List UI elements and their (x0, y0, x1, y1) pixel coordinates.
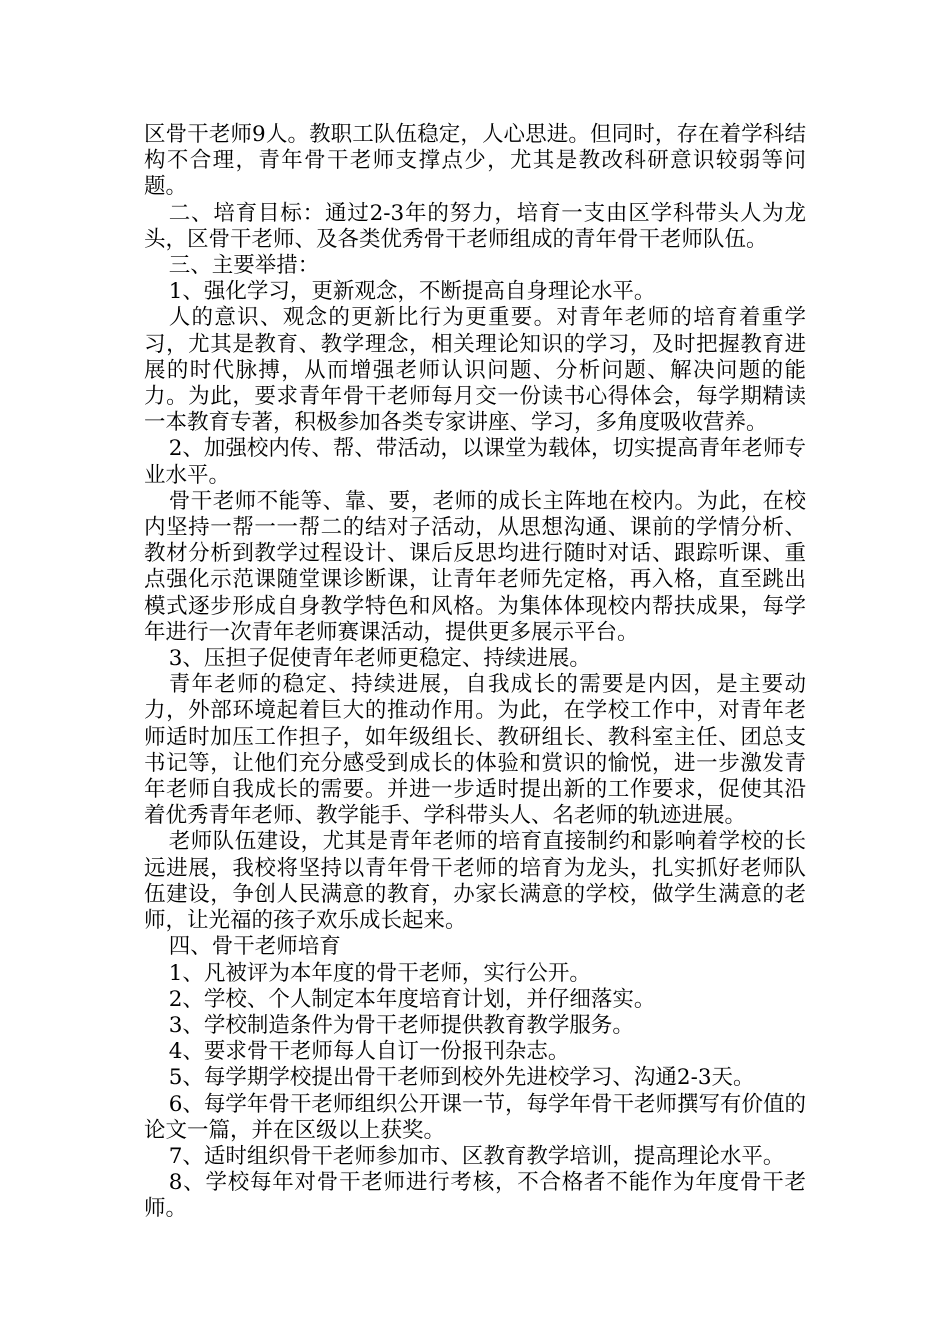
paragraph: 1、凡被评为本年度的骨干老师，实行公开。 (168, 960, 591, 986)
paragraph: 老师队伍建设，尤其是青年老师的培育直接制约和影响着学校的长远进展，我校将坚持以青年骨干老师的培育为龙头，扎实抓好老师队伍建设，争创人民满意的教育，办家长满意的学校，做学生满意的老师，让光福的孩子欢乐成长起来。 (144, 829, 806, 934)
paragraph: 人的意识、观念的更新比行为更重要。对青年老师的培育着重学习，尤其是教育、教学理念，相关理论知识的学习，及时把握教育进展的时代脉搏，从而增强老师认识问题、分析问题、解决问题的能力。为此，要求青年骨干老师每月交一份读书心得体会，每学期精读一本教育专著，积极参加各类专家讲座、学习，多角度吸收营养。 (144, 305, 806, 436)
paragraph: 3、学校制造条件为骨干老师提供教育教学服务。 (168, 1012, 634, 1038)
paragraph: 骨干老师不能等、靠、要，老师的成长主阵地在校内。为此，在校内坚持一帮一一帮二的结对子活动，从思想沟通、课前的学情分析、教材分析到教学过程设计、课后反思均进行随时对话、跟踪听课、重点强化示范课随堂课诊断课，让青年老师先定格，再入格，直至跳出模式逐步形成自身教学特色和风格。为集体体现校内帮扶成果，每学年进行一次青年老师赛课活动，提供更多展示平台。 (144, 488, 806, 645)
paragraph: 青年老师的稳定、持续进展，自我成长的需要是内因，是主要动力，外部环境起着巨大的推动作用。为此，在学校工作中，对青年老师适时加压工作担子，如年级组长、教研组长、教科室主任、团总支书记等，让他们充分感受到成长的体验和赏识的愉悦，进一步激发青年老师自我成长的需要。并进一步适时提出新的工作要求，促使其沿着优秀青年老师、教学能手、学科带头人、名老师的轨迹进展。 (144, 672, 806, 829)
paragraph: 8、学校每年对骨干老师进行考核，不合格者不能作为年度骨干老师。 (144, 1170, 806, 1222)
paragraph: 3、压担子促使青年老师更稳定、持续进展。 (168, 646, 591, 672)
paragraph: 四、骨干老师培育 (168, 934, 341, 960)
paragraph: 5、每学期学校提出骨干老师到校外先进校学习、沟通2-3天。 (168, 1065, 755, 1091)
paragraph: 区骨干老师9人。教职工队伍稳定，人心思进。但同时，存在着学科结构不合理，青年骨干老师支撑点少，尤其是教改科研意识较弱等问题。 (144, 122, 806, 200)
document-body (144, 122, 806, 1223)
paragraph: 4、要求骨干老师每人自订一份报刊杂志。 (168, 1039, 570, 1065)
paragraph: 6、每学年骨干老师组织公开课一节，每学年骨干老师撰写有价值的论文一篇，并在区级以上获奖。 (144, 1091, 806, 1143)
paragraph: 2、学校、个人制定本年度培育计划，并仔细落实。 (168, 986, 656, 1012)
paragraph: 2、加强校内传、帮、带活动，以课堂为载体，切实提高青年老师专业水平。 (144, 436, 806, 488)
paragraph: 7、适时组织骨干老师参加市、区教育教学培训，提高理论水平。 (168, 1143, 785, 1169)
paragraph: 1、强化学习，更新观念，不断提高自身理论水平。 (168, 279, 656, 305)
paragraph: 三、主要举措： (168, 253, 320, 279)
paragraph: 二、培育目标：通过2-3年的努力，培育一支由区学科带头人为龙头，区骨干老师、及各类优秀骨干老师组成的青年骨干老师队伍。 (144, 200, 806, 252)
